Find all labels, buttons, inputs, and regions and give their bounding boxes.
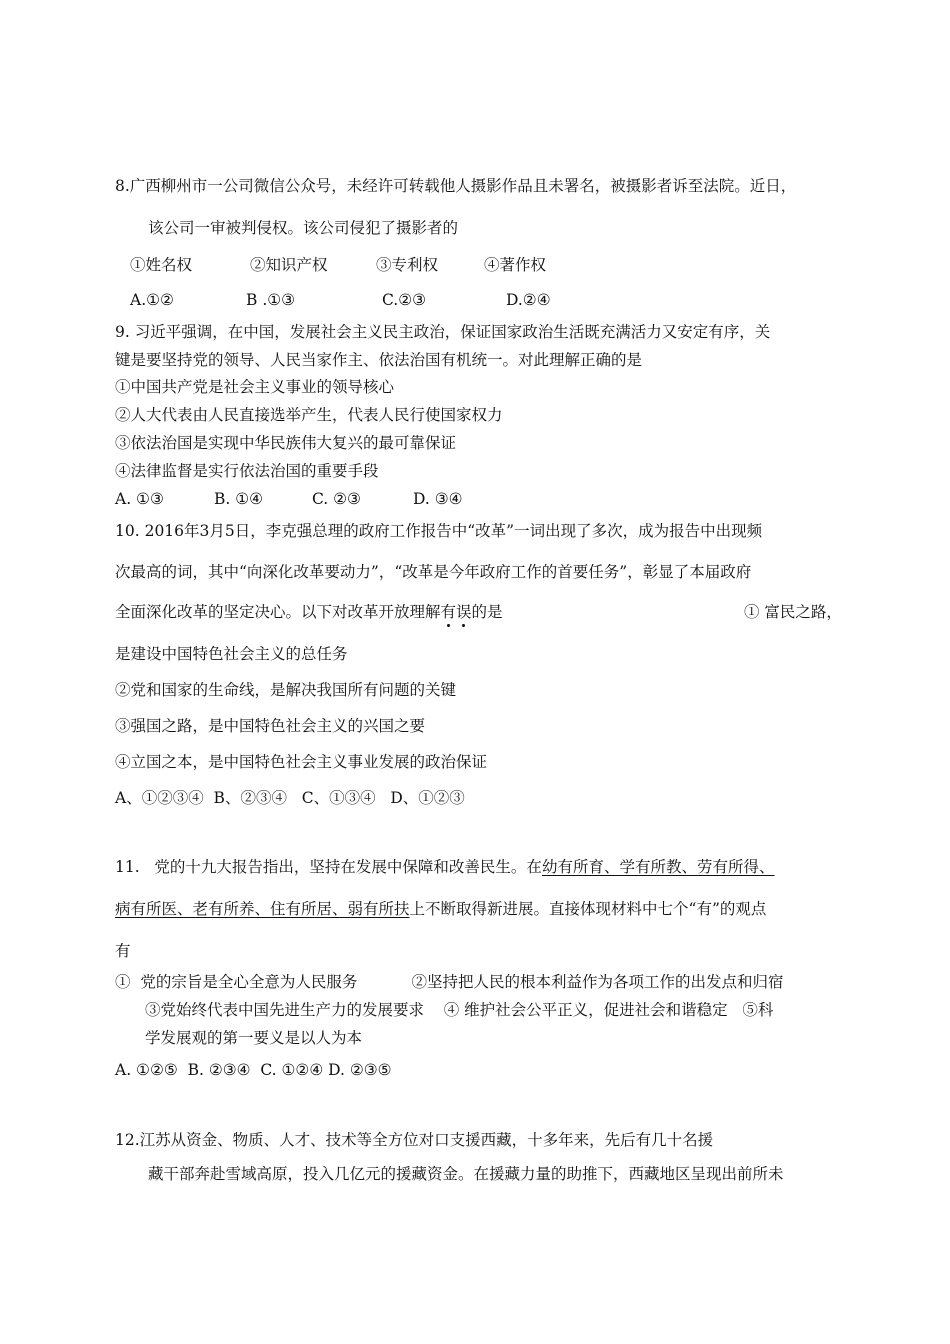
q9-choice-b: B. ①④ [214, 490, 264, 508]
q8-option-3: ③专利权 [376, 256, 439, 274]
q11-underlined-1: 幼有所育、学有所教、劳有所得、 [541, 858, 775, 876]
q10-emphasis-char-2: 误 [456, 603, 472, 621]
q9-option-1: ①中国共产党是社会主义事业的领导核心 [115, 378, 395, 396]
q9-choice-a: A. ①③ [115, 490, 164, 508]
q8-option-1: ①姓名权 [130, 256, 193, 274]
q9-option-4: ④法律监督是实行依法治国的重要手段 [115, 462, 379, 480]
q10-stem-line1: 10. 2016年3月5日，李克强总理的政府工作报告中“改革”一词出现了多次，成为报告中出现频 [115, 522, 763, 540]
q9-choice-c: C. ②③ [312, 490, 361, 508]
q8-stem-line1: 8.广西柳州市一公司微信公众号，未经许可转载他人摄影作品且未署名，被摄影者诉至法院。近日， [115, 177, 797, 195]
q11-stem-line3: 有 [115, 942, 131, 960]
q10-option-1-start: ① 富民之路， [744, 603, 842, 621]
q8-option-2: ②知识产权 [250, 256, 328, 274]
q8-choice-a: A.①② [130, 291, 174, 309]
q11-options-line1: ① 党的宗旨是全心全意为人民服务 ②坚持把人民的根本利益作为各项工作的出发点和归宿 [115, 973, 784, 991]
q10-option-1-cont: 是建设中国特色社会主义的总任务 [115, 645, 348, 663]
q10-option-2: ②党和国家的生命线，是解决我国所有问题的关键 [115, 681, 457, 699]
q8-stem-line2: 该公司一审被判侵权。该公司侵犯了摄影者的 [148, 219, 459, 237]
q8-option-4: ④著作权 [484, 256, 547, 274]
q11-stem-line2 [115, 899, 766, 919]
q11-stem-tail: 上不断取得新进展。直接体现材料中七个“有”的观点 [409, 900, 767, 918]
q10-stem-line3-tail: 的是 [471, 603, 503, 621]
q9-option-2: ②人大代表由人民直接选举产生，代表人民行使国家权力 [115, 406, 503, 424]
q9-option-3: ③依法治国是实现中华民族伟大复兴的最可靠保证 [115, 434, 457, 452]
q9-stem-line1: 9. 习近平强调，在中国，发展社会主义民主政治，保证国家政治生活既充满活力又安定有序，关 [115, 323, 771, 341]
q9-stem-line2: 键是要坚持党的领导、人民当家作主、依法治国有机统一。对此理解正确的是 [115, 351, 643, 369]
q11-underlined-2: 病有所医、老有所养、住有所居、弱有所扶 [115, 900, 410, 918]
q10-stem-line2: 次最高的词，其中“向深化改革要动力”，“改革是今年政府工作的首要任务”，彰显了本届政府 [115, 563, 752, 581]
q8-choice-d: D.②④ [506, 291, 551, 309]
q11-stem-text: 11. 党的十九大报告指出，坚持在发展中保障和改善民生。在 [115, 858, 542, 876]
q12-stem-line2: 藏干部奔赴雪域高原，投入几亿元的援藏资金。在援藏力量的助推下，西藏地区呈现出前所未 [148, 1165, 784, 1183]
q11-options-line3: 学发展观的第一要义是以人为本 [145, 1029, 363, 1047]
q8-choice-c: C.②③ [382, 291, 427, 309]
q10-stem-line3 [115, 602, 503, 622]
q12-stem-line1: 12.江苏从资金、物质、人才、技术等全方位对口支援西藏，十多年来，先后有几十名援 [115, 1131, 714, 1149]
q10-stem-line3-text: 全面深化改革的坚定决心。以下对改革开放理解 [115, 603, 441, 621]
q10-option-3: ③强国之路，是中国特色社会主义的兴国之要 [115, 717, 426, 735]
q8-choice-b: B .①③ [246, 291, 296, 309]
q9-choice-d: D. ③④ [413, 490, 463, 508]
q10-choices: A、①②③④ B、②③④ C、①③④ D、①②③ [115, 789, 465, 807]
q10-option-4: ④立国之本，是中国特色社会主义事业发展的政治保证 [115, 753, 488, 771]
q11-options-line2: ③党始终代表中国先进生产力的发展要求 ④ 维护社会公平正义，促进社会和谐稳定 ⑤科 [145, 1001, 774, 1019]
q11-choices: A. ①②⑤ B. ②③④ C. ①②④ D. ②③⑤ [115, 1061, 392, 1079]
q11-stem-line1 [115, 857, 774, 877]
q10-emphasis-char-1: 有 [440, 603, 457, 621]
